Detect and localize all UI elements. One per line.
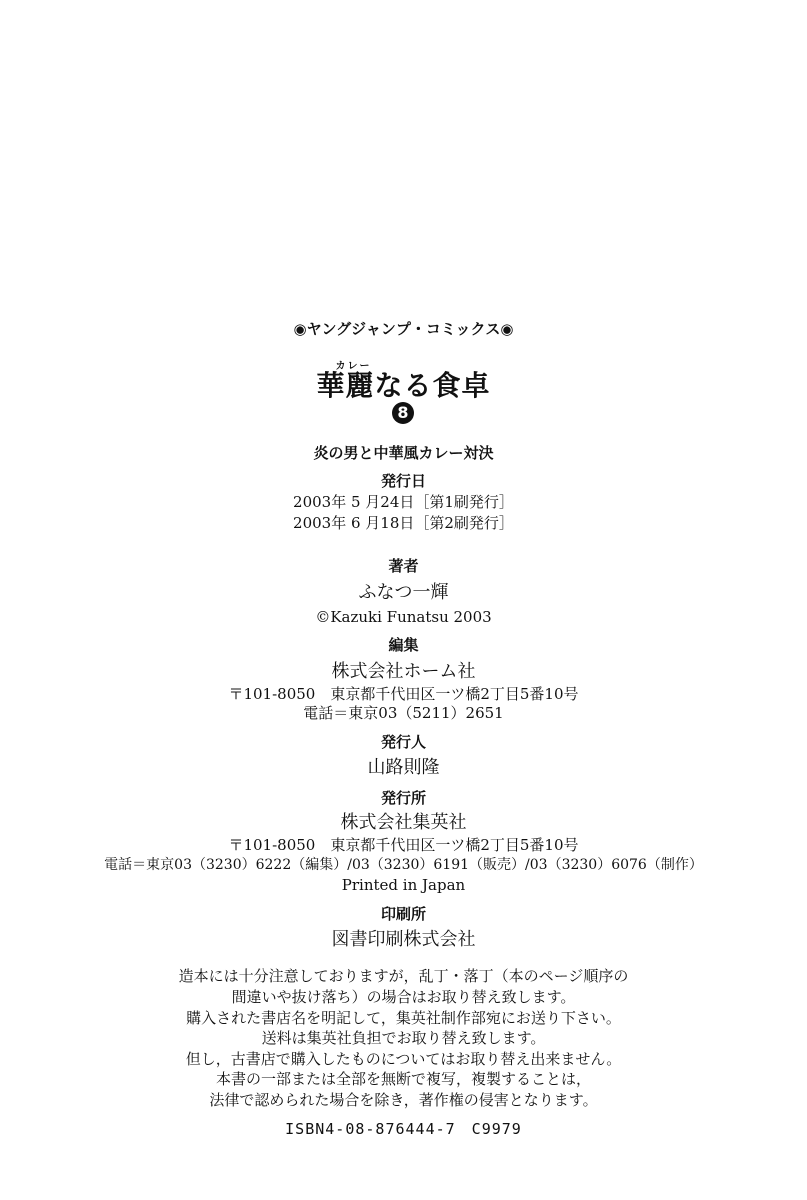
notice-line: 本書の一部または全部を無断で複写，複製することは，	[215, 1070, 591, 1088]
publisher-company: 株式会社集英社	[340, 812, 467, 833]
isbn-code: ISBN4-08-876444-7 C9979	[285, 1120, 522, 1138]
notice-line: 送料は集英社負担でお取り替え致します。	[261, 1029, 546, 1047]
title-ruby-text: カレー	[335, 361, 372, 372]
issue-label: 発行日	[380, 472, 426, 490]
title-block	[0, 364, 807, 404]
issue-line-1: 2003年 5 月24日［第1刷発行］	[293, 493, 514, 511]
printer-company: 図書印刷株式会社	[331, 929, 476, 950]
publisher-person-label: 発行人	[380, 733, 426, 751]
copyright: ©Kazuki Funatsu 2003	[315, 608, 492, 626]
editor-company: 株式会社ホーム社	[331, 661, 476, 682]
notice-line: 間違いや抜け落ち）の場合はお取り替え致します。	[231, 988, 576, 1006]
publisher-phone: 電話＝東京03（3230）6222（編集）/03（3230）6191（販売）/03（3230）6076（制作）	[104, 857, 703, 873]
series-label: ◉ヤングジャンプ・コミックス◉	[293, 320, 514, 338]
notice-line: 造本には十分注意しておりますが，乱丁・落丁（本のページ順序の	[178, 967, 629, 985]
issue-line-2: 2003年 6 月18日［第2刷発行］	[293, 514, 514, 532]
notice-line: 法律で認められた場合を除き，著作権の侵害となります。	[209, 1091, 598, 1109]
book-title: 華麗なる食卓	[316, 369, 491, 402]
subtitle: 炎の男と中華風カレー対決	[313, 444, 494, 462]
editor-phone: 電話＝東京03（5211）2651	[303, 704, 504, 722]
editor-address: 〒101-8050 東京都千代田区一ツ橋2丁目5番10号	[228, 685, 579, 703]
volume-number-badge: 8	[392, 402, 414, 424]
printed-in: Printed in Japan	[341, 876, 466, 894]
printer-label: 印刷所	[380, 905, 426, 923]
notice-line: 但し，古書店で購入したものについてはお取り替え出来ません。	[185, 1050, 622, 1068]
notice-line: 購入された書店名を明記して，集英社制作部宛にお送り下さい。	[186, 1009, 621, 1027]
author-label: 著者	[388, 557, 419, 575]
publisher-label: 発行所	[380, 789, 426, 807]
publisher-person-name: 山路則隆	[367, 757, 440, 778]
publisher-address: 〒101-8050 東京都千代田区一ツ橋2丁目5番10号	[228, 836, 579, 854]
author-name: ふなつ一輝	[358, 582, 449, 603]
editor-label: 編集	[388, 636, 419, 654]
